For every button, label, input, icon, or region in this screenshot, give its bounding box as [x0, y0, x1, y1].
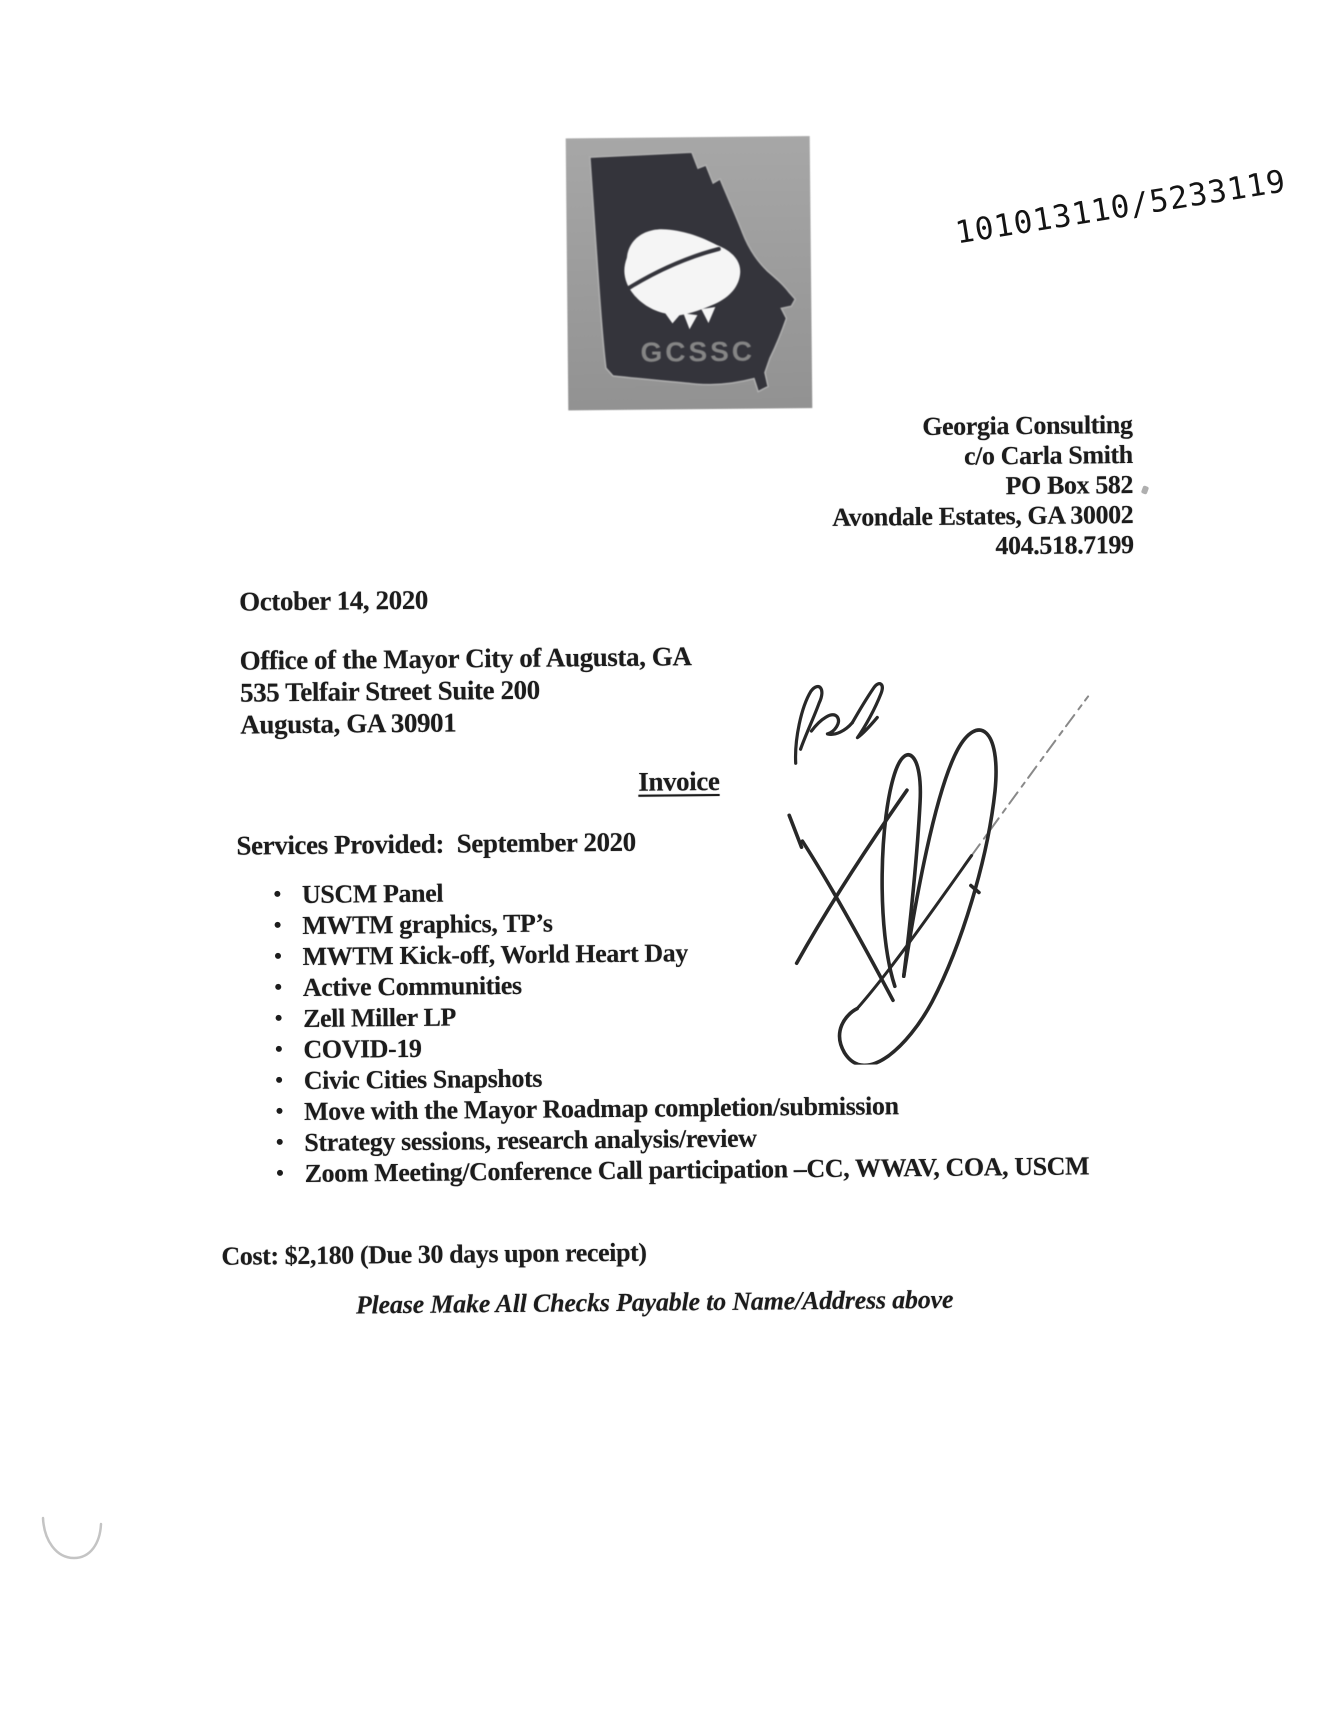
logo-label: GCSSC — [640, 335, 756, 368]
service-item-text: USCM Panel — [301, 878, 444, 909]
service-item-text: COVID-19 — [303, 1033, 422, 1064]
recipient-line-office: Office of the Mayor City of Augusta, GA — [239, 641, 692, 676]
gcssc-logo — [566, 136, 813, 410]
bullet-icon: • — [272, 916, 283, 937]
gcssc-logo-graphic — [566, 136, 813, 410]
service-item-text: Zell Miller LP — [302, 1002, 457, 1033]
sender-line-city: Avondale Estates, GA 30002 — [832, 499, 1134, 532]
sender-line-po-box: PO Box 582 — [1005, 469, 1134, 501]
bullet-icon: • — [273, 1102, 285, 1123]
services-heading: Services Provided: September 2020 — [236, 826, 636, 861]
bullet-icon: • — [273, 1071, 285, 1092]
handwritten-reference-number: 101013110/5233119 — [952, 163, 1289, 252]
bullet-icon: • — [273, 1009, 284, 1030]
cost-line: Cost: $2,180 (Due 30 days upon receipt) — [221, 1237, 647, 1271]
letter-date: October 14, 2020 — [238, 584, 429, 617]
service-item-text: Active Communities — [302, 970, 522, 1002]
sender-line-phone: 404.518.7199 — [995, 529, 1134, 561]
bullet-icon: • — [274, 1133, 285, 1154]
scan-arc-artifact — [36, 1512, 108, 1568]
recipient-line-street: 535 Telfair Street Suite 200 — [239, 674, 540, 708]
signature-strokes — [788, 730, 998, 1066]
service-item-text: MWTM graphics, TP’s — [302, 908, 553, 940]
sender-line-care-of: c/o Carla Smith — [963, 439, 1133, 471]
service-item — [274, 1060, 1089, 1094]
bullet-icon: • — [274, 1164, 286, 1185]
bullet-icon: • — [271, 885, 283, 906]
service-item — [274, 1091, 1089, 1125]
sender-line-company: Georgia Consulting — [922, 409, 1133, 442]
service-item — [275, 1153, 1090, 1187]
pay-scribble — [795, 684, 883, 764]
service-item-text: Zoom Meeting/Conference Call participation –CC, WWAV, COA, USCM — [304, 1151, 1090, 1188]
recipient-address-block — [240, 640, 693, 740]
bullet-icon: • — [272, 978, 284, 999]
signature-scrawl — [737, 632, 1121, 1066]
service-item-text: Civic Cities Snapshots — [303, 1063, 543, 1095]
bullet-icon: • — [273, 1040, 285, 1061]
checks-payable-note: Please Make All Checks Payable to Name/Address above — [355, 1284, 954, 1320]
invoice-title: Invoice — [638, 765, 720, 797]
bullet-icon: • — [272, 947, 284, 968]
sender-address-block — [831, 410, 1134, 563]
recipient-line-city: Augusta, GA 30901 — [240, 707, 457, 740]
service-item-text: MWTM Kick-off, World Heart Day — [302, 938, 689, 971]
service-item — [274, 1122, 1089, 1156]
service-item-text: Move with the Mayor Roadmap completion/submission — [303, 1091, 899, 1126]
service-item-text: Strategy sessions, research analysis/review — [304, 1123, 757, 1157]
